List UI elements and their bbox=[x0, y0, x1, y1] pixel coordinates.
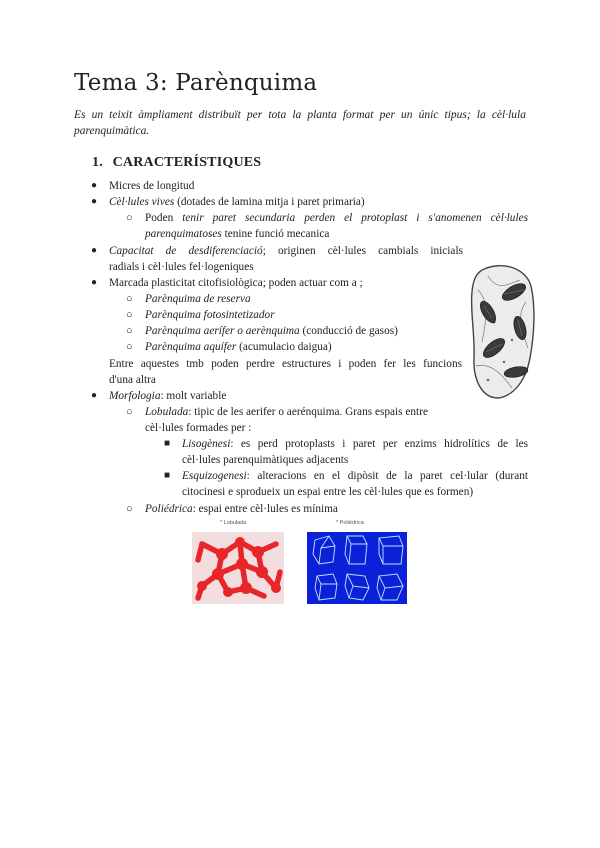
list-item-vives bbox=[109, 194, 365, 210]
circle-bullet-icon: ○ bbox=[126, 503, 133, 515]
list-item-text: : alteracions en el dipòsit de la paret cel·lular (durant bbox=[246, 470, 528, 482]
sub-item-aerifer bbox=[145, 323, 398, 339]
list-item-text: (conducció de gasos) bbox=[299, 325, 398, 337]
list-item-text: tenine funció mecanica bbox=[221, 228, 330, 240]
list-item-desdiferenciacio-cont: radials i cèl·lules fel·logeniques bbox=[109, 261, 254, 273]
sub-item-reserva bbox=[145, 291, 251, 307]
circle-bullet-icon: ○ bbox=[126, 309, 133, 321]
circle-bullet-icon: ○ bbox=[126, 212, 133, 224]
term-lobulada: Lobulada bbox=[145, 406, 189, 418]
term-reserva: Parènquima de reserva bbox=[145, 293, 251, 305]
square-bullet-icon: ■ bbox=[164, 438, 171, 449]
term-aerifer: Parènquima aerífer o aerènquima bbox=[145, 325, 300, 337]
list-item-morfologia bbox=[109, 388, 226, 404]
list-item-plasticitat: Marcada plasticitat citofisiològica; poden actuar com a ; bbox=[109, 277, 363, 289]
term-cellules-vives: Cèl·lules vives bbox=[109, 196, 175, 208]
bullet-icon: ● bbox=[91, 390, 98, 401]
term-parenquimatoses: parenquimatoses bbox=[145, 228, 222, 240]
list-item-text: (acumulacio daigua) bbox=[236, 341, 332, 353]
sub-sub-item-esquizogenesi-cont: citocinesi e sprodueix un espai entre les cèl·lules que es formen) bbox=[182, 486, 474, 498]
paragraph-entre-cont: d'una altra bbox=[109, 374, 156, 386]
square-bullet-icon: ■ bbox=[164, 470, 171, 481]
sub-item-poden bbox=[145, 210, 528, 226]
term-poliedrica: Poliédrica bbox=[145, 503, 193, 515]
sub-item-poliedrica bbox=[145, 501, 338, 517]
bullet-icon: ● bbox=[91, 245, 98, 256]
sub-item-lobulada bbox=[145, 404, 428, 420]
list-item-text: : es perd protoplasts i paret per enzims hidrolítics de les bbox=[230, 438, 528, 450]
term-desdiferenciacio: Capacitat de desdiferenciació bbox=[109, 245, 263, 257]
bullet-icon: ● bbox=[91, 180, 98, 191]
list-item-desdiferenciacio bbox=[109, 243, 463, 259]
bullet-icon: ● bbox=[91, 277, 98, 288]
lobulada-cells-diagram bbox=[192, 532, 284, 604]
sub-item-lobulada-cont: cèl·lules formades per : bbox=[145, 422, 252, 434]
term-aquifer: Parènquima aquífer bbox=[145, 341, 237, 353]
section-heading bbox=[92, 155, 261, 171]
sub-sub-item-lisogenesi bbox=[182, 436, 528, 452]
intro-paragraph: Es un teixit àmpliament distribuït per tota la planta format per un únic tipus; la cèl·lula parenquimàtica. bbox=[74, 109, 526, 137]
sub-sub-item-esquizogenesi bbox=[182, 468, 528, 484]
sub-item-aquifer bbox=[145, 339, 332, 355]
bullet-icon: ● bbox=[91, 196, 98, 207]
term-esquizogenesi: Esquizogenesi bbox=[182, 470, 247, 482]
circle-bullet-icon: ○ bbox=[126, 325, 133, 337]
list-item-text: : molt variable bbox=[160, 390, 227, 402]
list-item-text: Poden bbox=[145, 212, 183, 224]
caption-lobulada: * Lobulada bbox=[220, 520, 247, 526]
list-item-text: : tipic de les aerifer o aerénquima. Grans espais entre bbox=[188, 406, 428, 418]
caption-poliedrica: * Poliédrica bbox=[336, 520, 364, 526]
poliedrica-cells-diagram bbox=[307, 532, 407, 604]
sub-sub-item-lisogenesi-cont: cèl·lules parenquimàtiques adjacents bbox=[182, 454, 349, 466]
term-fotosintetizador: Parènquima fotosintetizador bbox=[145, 309, 275, 321]
list-item-micres: Micres de longitud bbox=[109, 180, 195, 192]
list-item-text: : espai entre cèl·lules es mínima bbox=[192, 503, 338, 515]
page-title: Tema 3: Parènquima bbox=[74, 70, 318, 96]
section-number: 1. bbox=[92, 155, 103, 170]
sub-item-poden-cont bbox=[145, 226, 329, 242]
list-item-text: (dotades de lamina mitja i paret primaria) bbox=[174, 196, 365, 208]
section-title: CARACTERÍSTIQUES bbox=[112, 155, 262, 170]
paragraph-entre: Entre aquestes tmb poden perdre estructures i poden fer les funcions bbox=[109, 358, 462, 370]
emphasis-text: tenir paret secundaria perden el protoplast i s'anomenen cèl·lules bbox=[182, 212, 528, 224]
circle-bullet-icon: ○ bbox=[126, 341, 133, 353]
parenchyma-micrograph-image bbox=[468, 262, 536, 402]
circle-bullet-icon: ○ bbox=[126, 293, 133, 305]
sub-item-fotosintetizador bbox=[145, 307, 275, 323]
list-item-text: ; originen cèl·lules cambials inicials bbox=[262, 245, 463, 257]
circle-bullet-icon: ○ bbox=[126, 406, 133, 418]
term-lisogenesi: Lisogènesi bbox=[182, 438, 231, 450]
term-morfologia: Morfologia bbox=[109, 390, 161, 402]
